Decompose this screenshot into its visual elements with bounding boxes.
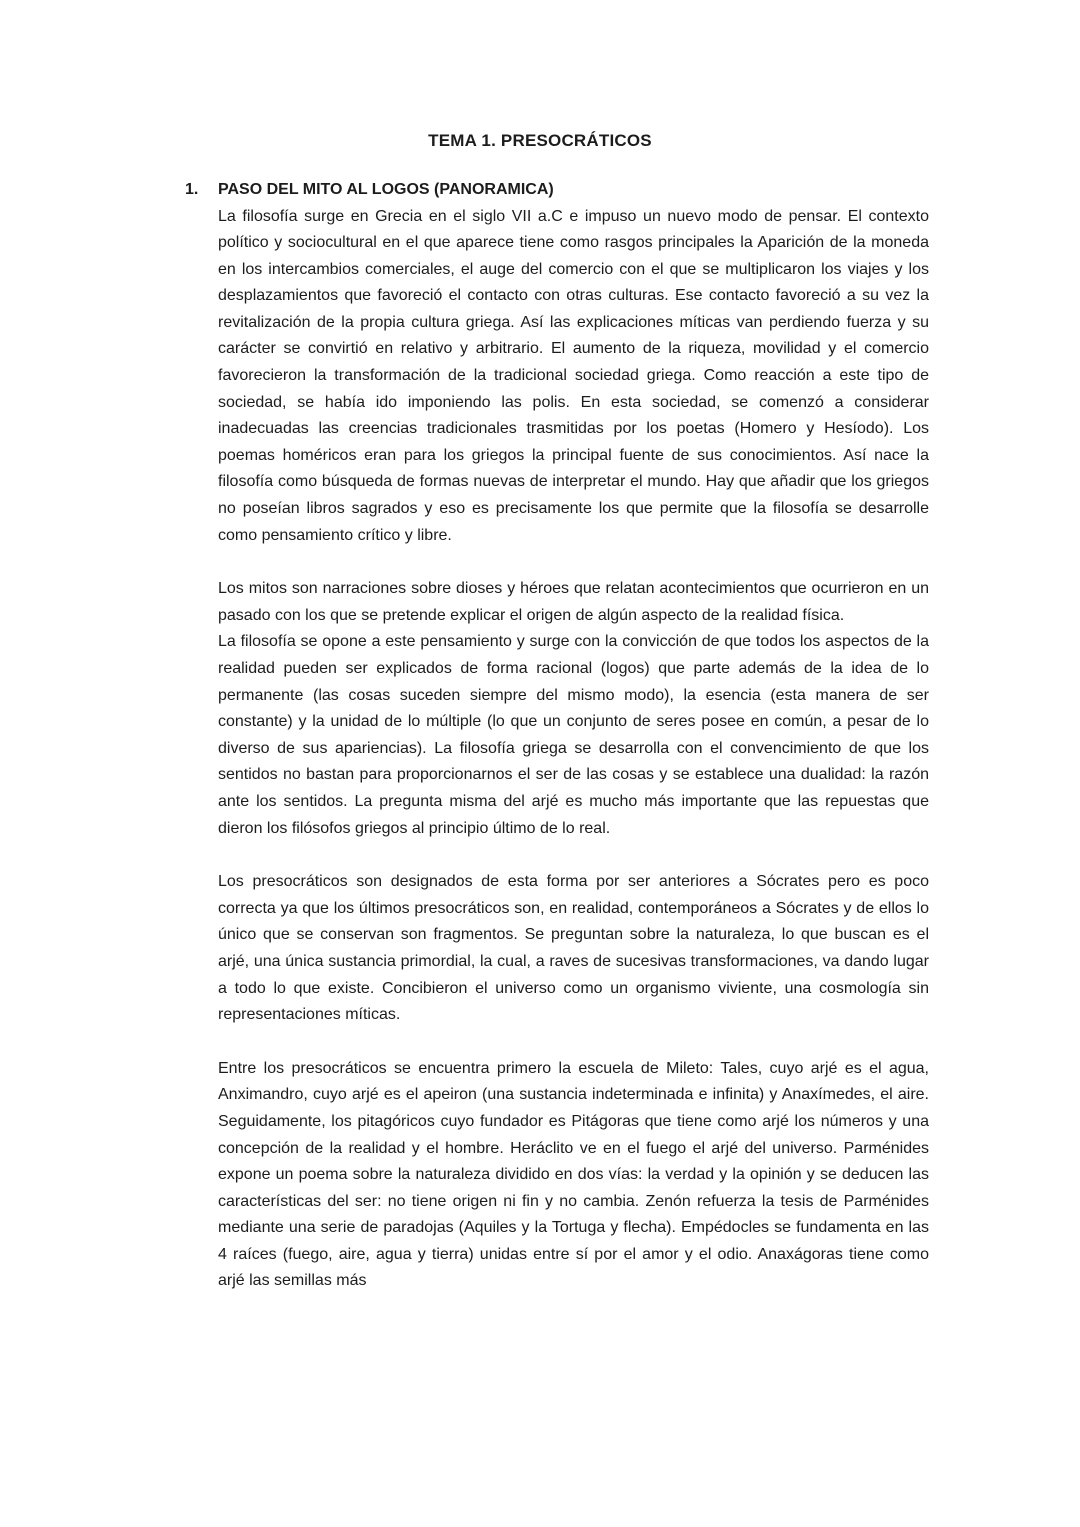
document-title: TEMA 1. PRESOCRÁTICOS bbox=[428, 131, 652, 150]
section-heading: PASO DEL MITO AL LOGOS (PANORAMICA) bbox=[218, 181, 554, 198]
paragraph-filosofia-oposicion: La filosofía se opone a este pensamiento y surge con la convicción de que todos los aspectos de la realidad pueden ser explicados de forma racional (logos) que parte además de la idea de lo permanente (las cosas suceden siempre del mismo modo), la esencia (esta manera de ser constante) y la unidad de lo múltiple (lo que un conjunto de seres posee en común, a pesar de lo diverso de sus apariencias). La filosofía griega se desarrolla con el convencimiento de que los sentidos no bastan para proporcionarnos el ser de las cosas y se establece una dualidad: la razón ante los sentidos. La pregunta misma del arjé es mucho más importante que las repuestas que dieron los filósofos griegos al principio último de lo real. bbox=[218, 633, 929, 837]
paragraph-presocraticos-definicion: Los presocráticos son designados de esta forma por ser anteriores a Sócrates pero es poco correcta ya que los últimos presocráticos son, en realidad, contemporáneos a Sócrates y de ellos lo único que se conservan son fragmentos. Se preguntan sobre la naturaleza, lo que buscan es el arjé, una única sustancia primordial, la cual, a raves de sucesivas transformaciones, va dando lugar a todo lo que existe. Concibieron el universo como un organismo viviente, una cosmología sin representaciones míticas. bbox=[218, 873, 929, 1024]
document-body bbox=[185, 177, 929, 1295]
paragraph-mito-logos-intro: La filosofía surge en Grecia en el siglo VII a.C e impuso un nuevo modo de pensar. El contexto político y sociocultural en el que aparece tiene como rasgos principales la Aparición de la moneda en los intercambios comerciales, el auge del comercio con el que se multiplicaron los viajes y los desplazamientos que favoreció el contacto con otras culturas. Ese contacto favoreció a su vez la revitalización de la propia cultura griega. Así las explicaciones míticas van perdiendo fuerza y su carácter se convirtió en relativo y arbitrario. El aumento de la riqueza, movilidad y el comercio favorecieron la transformación de la tradicional sociedad griega. Como reacción a este tipo de sociedad, se había ido imponiendo las polis. En esta sociedad, se comenzó a considerar inadecuadas las creencias tradicionales trasmitidas por los poetas (Homero y Hesíodo). Los poemas homéricos eran para los griegos la principal fuente de sus conocimientos. Así nace la filosofía como búsqueda de formas nuevas de interpretar el mundo. Hay que añadir que los griegos no poseían libros sagrados y eso es precisamente los que permite que la filosofía se desarrolle como pensamiento crítico y libre. bbox=[218, 207, 929, 544]
paragraph-escuelas-presocraticas: Entre los presocráticos se encuentra primero la escuela de Mileto: Tales, cuyo arjé es el agua, Anximandro, cuyo arjé es el apeiron (una sustancia indeterminada e infinita) y Anaxímedes, el aire. Seguidamente, los pitagóricos cuyo fundador es Pitágoras que tiene como arjé los números y una concepción de la realidad y el hombre. Heráclito ve en el fuego el arjé del universo. Parménides expone un poema sobre la naturaleza dividido en dos vías: la verdad y la opinión y se deducen las características del ser: no tiene origen ni fin y no cambia. Zenón refuerza la tesis de Parménides mediante una serie de paradojas (Aquiles y la Tortuga y flecha). Empédocles se fundamenta en las 4 raíces (fuego, aire, agua y tierra) unidas entre sí por el amor y el odio. Anaxágoras tiene como arjé las semillas más bbox=[218, 1059, 929, 1290]
paragraph-mitos-definicion: Los mitos son narraciones sobre dioses y héroes que relatan acontecimientos que ocurrieron en un pasado con los que se pretende explicar el origen de algún aspecto de la realidad física. bbox=[218, 580, 929, 624]
section-heading-row bbox=[185, 177, 929, 204]
section-number: 1. bbox=[185, 181, 199, 198]
